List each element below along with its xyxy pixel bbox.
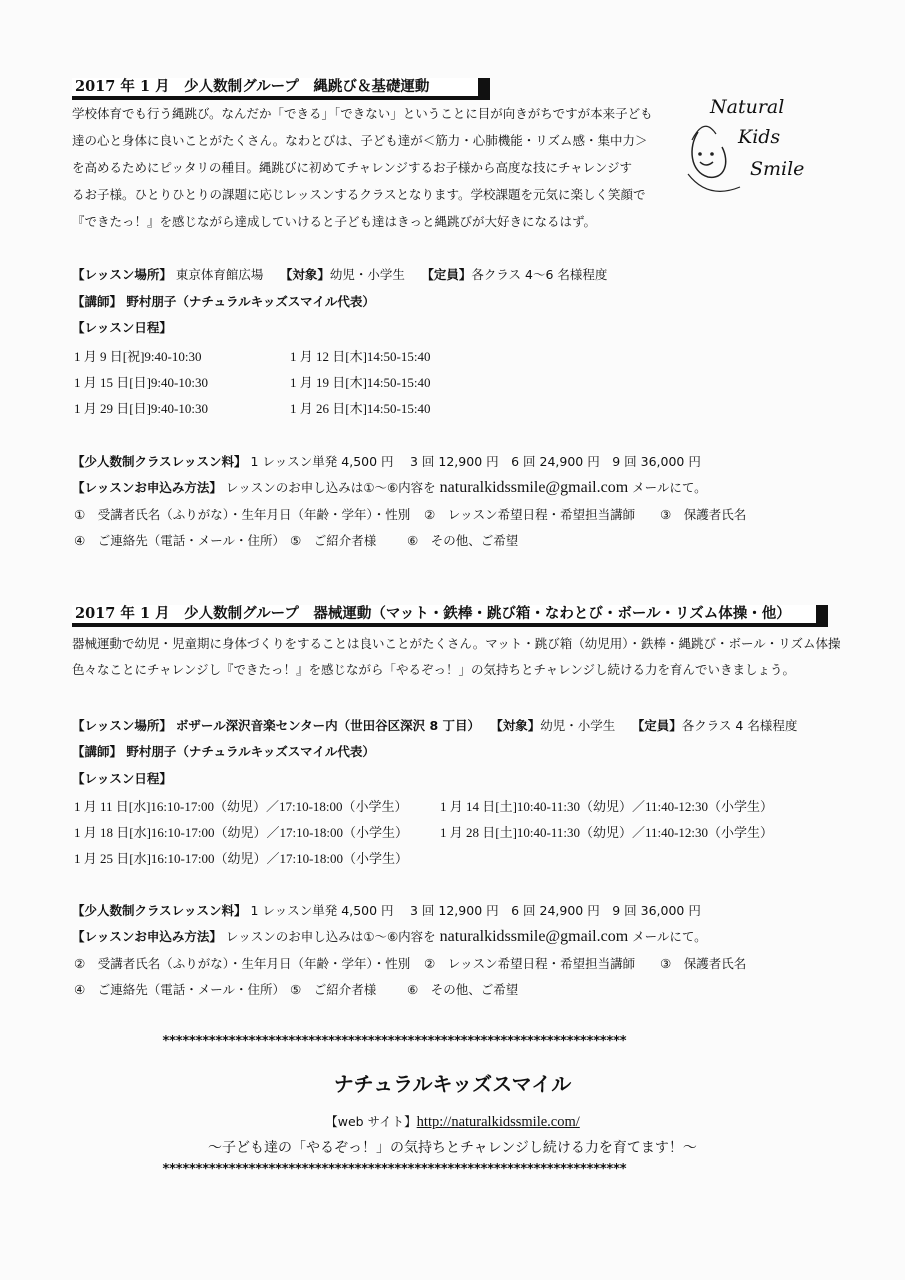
footer-stars-top: ********************************************************************** (162, 1034, 626, 1049)
section1-body-line: 学校体育でも行う縄跳び。なんだか「できる」「できない」ということに目が向きがちですが本来子ども (72, 106, 653, 121)
slogan: ～子ども達の「やるぞっ！」の気持ちとチャレンジし続ける力を育てます！～ (208, 1140, 697, 1156)
section1-schedule-label: 【レッスン日程】 (72, 320, 172, 335)
capacity-value: 各クラス 4～6 名様程度 (471, 267, 608, 282)
teacher-value: 野村朋子（ナチュラルキッズスマイル代表） (126, 294, 375, 309)
section1-info-line (72, 265, 607, 283)
section1-apply (72, 478, 707, 497)
apply-item: ③ 保護者氏名 (660, 507, 747, 522)
section1-body-line: るお子様。ひとりひとりの課題に応じレッスンするクラスとなります。学校課題を元気に楽しく笑顔で (72, 187, 646, 202)
footer-stars-bottom: ********************************************************************** (162, 1162, 626, 1177)
apply-item: ⑤ ご紹介者様 (290, 982, 377, 997)
section2-body-line: 色々なことにチャレンジし『できたっ！』を感じながら「やるぞっ！」の気持ちとチャレンジし続ける力を育んでいきましょう。 (72, 662, 796, 677)
section1-teacher (72, 292, 375, 310)
org-name: ナチュラルキッズスマイル (333, 1072, 572, 1096)
apply-item: ② 受講者氏名（ふりがな）・生年月日（年齢・学年）・性別 (74, 956, 411, 971)
section2-schedule-label: 【レッスン日程】 (72, 771, 172, 786)
section1-body-line: を高めるためにピッタリの種目。縄跳びに初めてチャレンジするお子様から高度な技にチャレンジす (72, 160, 633, 175)
apply-item: ④ ご連絡先（電話・メール・住所） (74, 533, 285, 548)
email-link[interactable]: naturalkidssmile@gmail.com (439, 928, 629, 945)
apply-item: ⑤ ご紹介者様 (290, 533, 377, 548)
schedule-item: 1 月 14 日[土]10:40-11:30（幼児）／11:40-12:30（小学生） (440, 799, 774, 814)
place-label: 【レッスン場所】 (72, 267, 172, 282)
section2-heading: 2017 年 1 月 少人数制グループ 器械運動（マット・鉄棒・跳び箱・なわとび・ボール・リズム体操・他） (72, 605, 828, 627)
website-line (0, 1112, 905, 1131)
target-label: 【対象】 (490, 718, 541, 733)
schedule-item: 1 月 11 日[水]16:10-17:00（幼児）／17:10-18:00（小学生） (74, 799, 408, 814)
target-value: 幼児・小学生 (540, 718, 616, 733)
apply-item: ⑥ その他、ご希望 (407, 533, 519, 548)
apply-item: ② レッスン希望日程・希望担当講師 (424, 507, 636, 522)
logo-text-natural: Natural (710, 96, 785, 118)
natural-kids-smile-logo (680, 92, 810, 212)
apply-item: ⑥ その他、ご希望 (407, 982, 519, 997)
section1-body-line: 達の心と身体に良いことがたくさん。なわとびは、子ども達が＜筋力・心肺機能・リズム感・集中力＞ (72, 133, 648, 148)
section1-fee (72, 452, 701, 470)
apply-item: ③ 保護者氏名 (660, 956, 747, 971)
section2-info-line (72, 716, 797, 734)
section2-fee (72, 901, 701, 919)
schedule-item: 1 月 15 日[日]9:40-10:30 (74, 375, 208, 390)
section1-body-line: 『できたっ！』を感じながら達成していけると子ども達はきっと縄跳びが大好きになるはず。 (72, 214, 597, 229)
place-label: 【レッスン場所】 (72, 718, 172, 733)
schedule-item: 1 月 28 日[土]10:40-11:30（幼児）／11:40-12:30（小学生） (440, 825, 774, 840)
schedule-item: 1 月 19 日[木]14:50-15:40 (290, 375, 431, 390)
section2-body-line: 器械運動で幼児・児童期に身体づくりをすることは良いことがたくさん。マット・跳び箱（幼児用）・鉄棒・縄跳び・ボール・リズム体操 (72, 636, 841, 651)
apply-text: レッスンのお申し込みは①～⑥内容を (225, 480, 436, 495)
place-value: ボザール深沢音楽センター内（世田谷区深沢 8 丁目） (175, 718, 474, 733)
section2-body (72, 631, 841, 683)
fee-label: 【少人数制クラスレッスン料】 (72, 454, 247, 469)
apply-item: ② レッスン希望日程・希望担当講師 (424, 956, 636, 971)
capacity-label: 【定員】 (631, 718, 682, 733)
target-value: 幼児・小学生 (329, 267, 405, 282)
schedule-item: 1 月 18 日[水]16:10-17:00（幼児）／17:10-18:00（小学生） (74, 825, 409, 840)
capacity-label: 【定員】 (421, 267, 472, 282)
section1-body (72, 100, 653, 235)
apply-item: ① 受講者氏名（ふりがな）・生年月日（年齢・学年）・性別 (74, 507, 411, 522)
website-link[interactable]: http://naturalkidssmile.com/ (416, 1114, 580, 1130)
teacher-label: 【講師】 (72, 744, 123, 759)
section2-apply (72, 927, 707, 946)
apply-suffix: メールにて。 (632, 480, 707, 495)
teacher-value: 野村朋子（ナチュラルキッズスマイル代表） (126, 744, 375, 759)
web-label: 【web サイト】 (325, 1114, 417, 1129)
fee-value: 1 レッスン単発 4,500 円 3 回 12,900 円 6 回 24,900 円 9 回 36,000 円 (250, 903, 701, 918)
schedule-item: 1 月 29 日[日]9:40-10:30 (74, 401, 208, 416)
schedule-item: 1 月 25 日[水]16:10-17:00（幼児）／17:10-18:00（小学生） (74, 851, 409, 866)
fee-value: 1 レッスン単発 4,500 円 3 回 12,900 円 6 回 24,900 円 9 回 36,000 円 (250, 454, 701, 469)
apply-item: ④ ご連絡先（電話・メール・住所） (74, 982, 285, 997)
section2-teacher (72, 742, 375, 760)
apply-label: 【レッスンお申込み方法】 (72, 929, 222, 944)
logo-text-kids: Kids (738, 126, 781, 148)
email-link[interactable]: naturalkidssmile@gmail.com (439, 479, 629, 496)
schedule-item: 1 月 26 日[木]14:50-15:40 (290, 401, 431, 416)
apply-suffix: メールにて。 (632, 929, 707, 944)
section1-heading: 2017 年 1 月 少人数制グループ 縄跳び＆基礎運動 (72, 78, 490, 100)
apply-label: 【レッスンお申込み方法】 (72, 480, 222, 495)
schedule-item: 1 月 9 日[祝]9:40-10:30 (74, 349, 202, 364)
fee-label: 【少人数制クラスレッスン料】 (72, 903, 247, 918)
schedule-item: 1 月 12 日[木]14:50-15:40 (290, 349, 431, 364)
target-label: 【対象】 (279, 267, 330, 282)
logo-text-smile: Smile (750, 158, 805, 180)
teacher-label: 【講師】 (72, 294, 123, 309)
capacity-value: 各クラス 4 名様程度 (681, 718, 798, 733)
place-value: 東京体育館広場 (175, 267, 264, 282)
apply-text: レッスンのお申し込みは①～⑥内容を (225, 929, 436, 944)
